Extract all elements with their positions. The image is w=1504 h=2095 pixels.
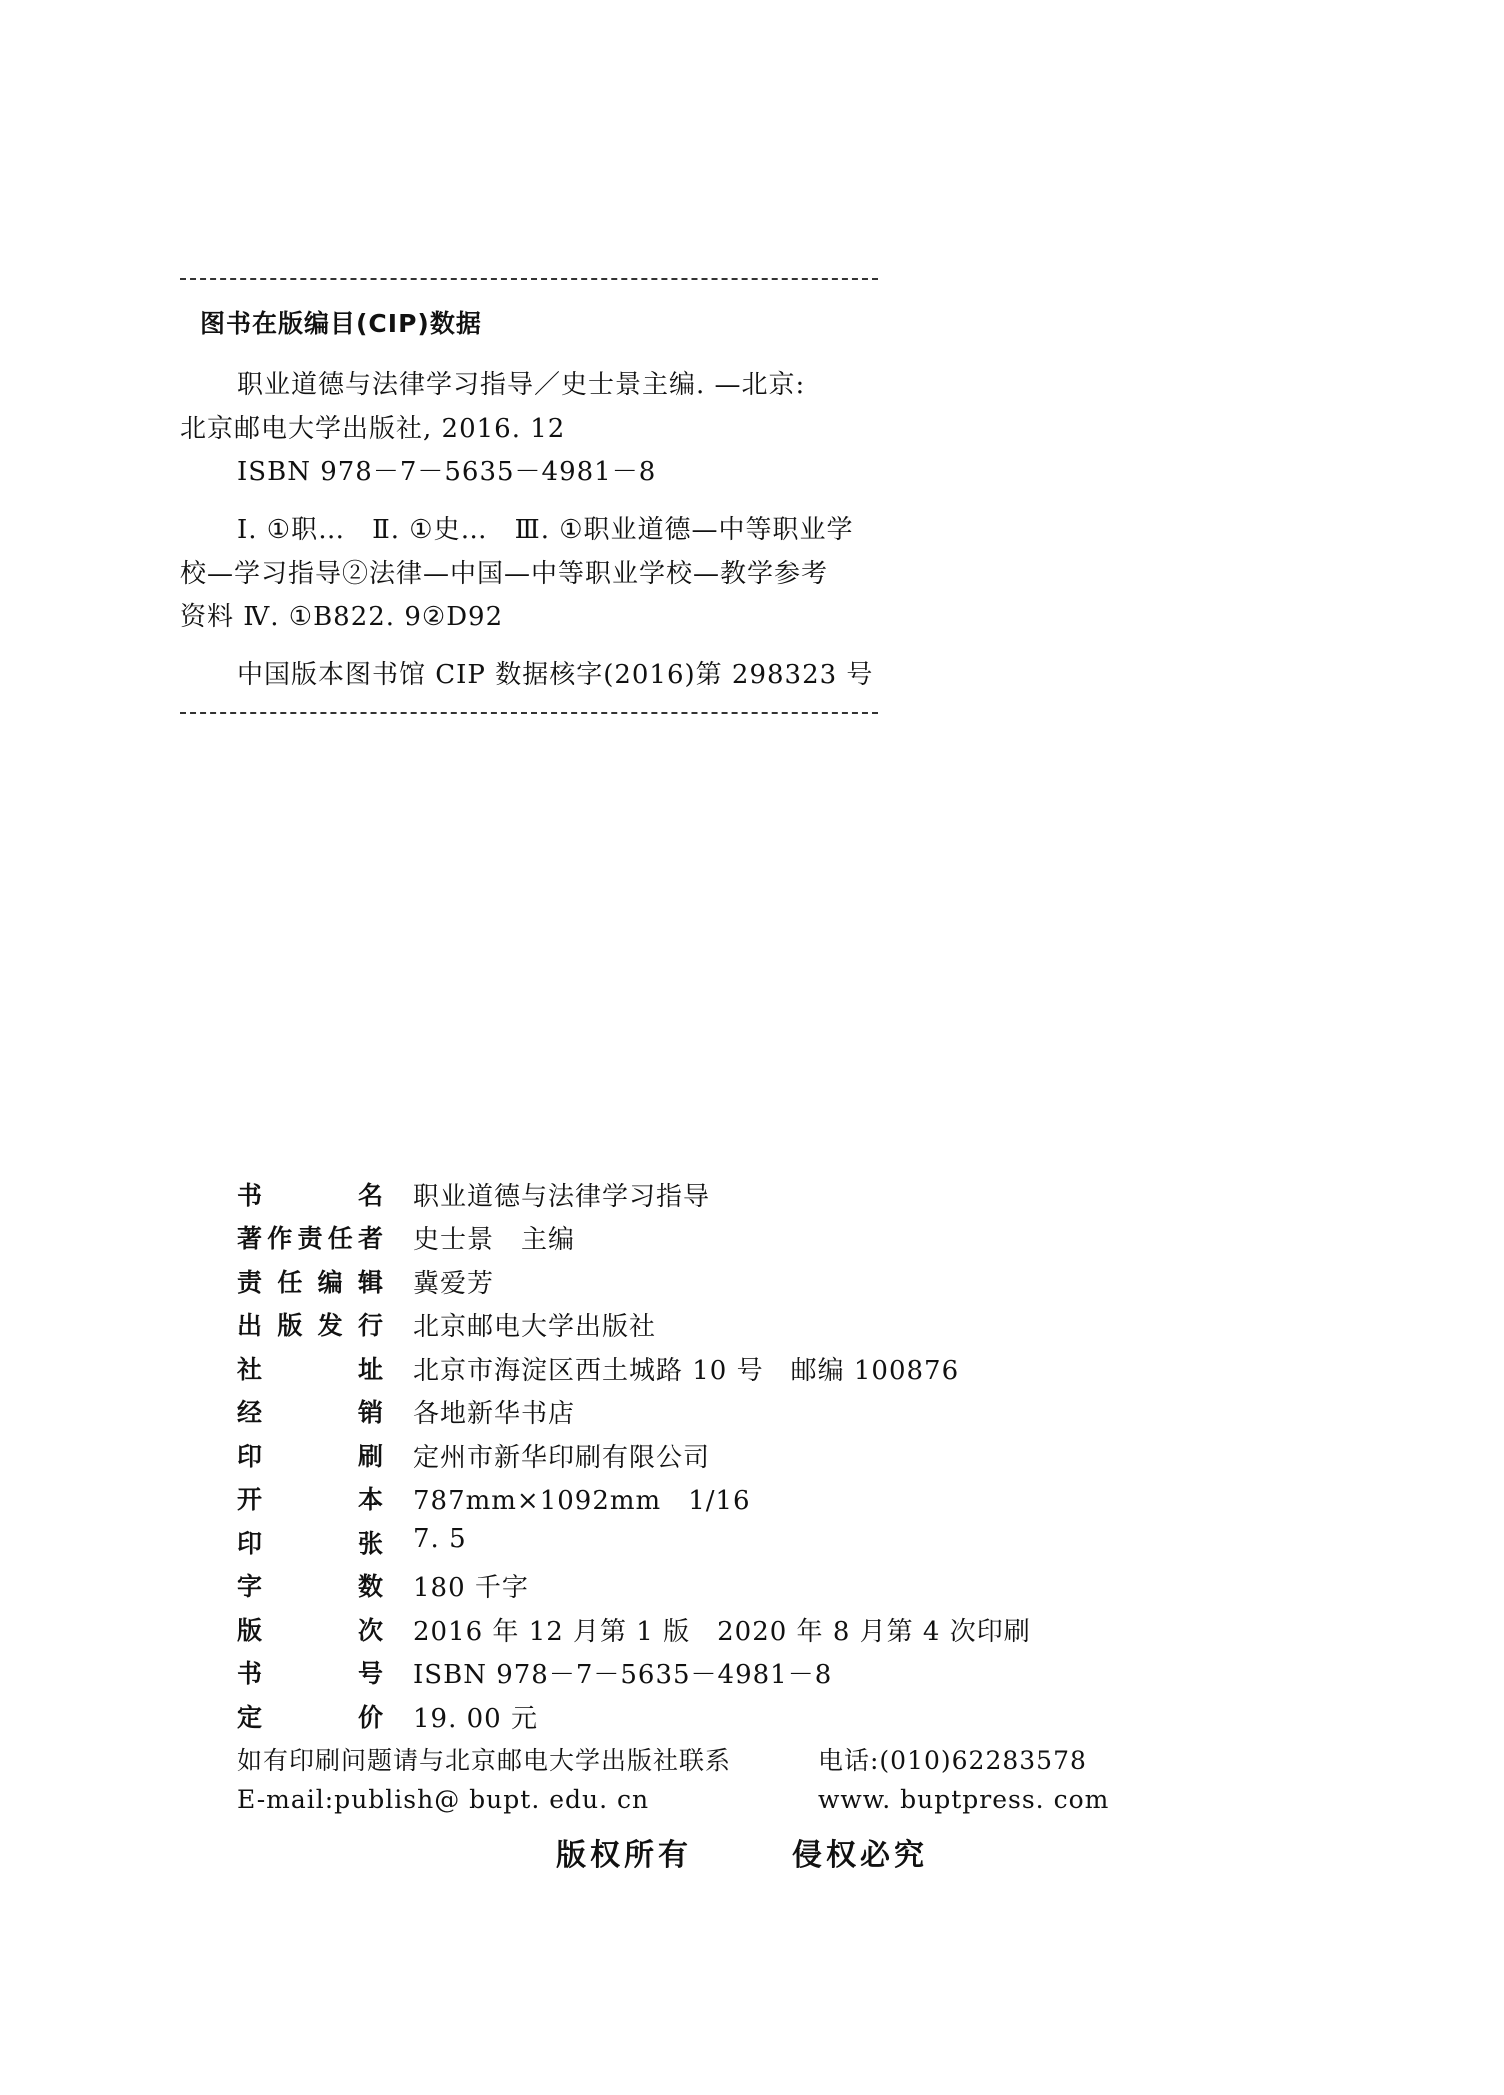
cip-line-isbn: ISBN 978－7－5635－4981－8 — [237, 457, 657, 487]
info-value: 19. 00 元 — [413, 1704, 538, 1734]
cip-bottom-divider — [180, 712, 878, 714]
info-value: 北京市海淀区西土城路 10 号 邮编 100876 — [413, 1356, 960, 1386]
info-label: 书 号 — [237, 1659, 383, 1688]
info-value: 2016 年 12 月第 1 版 2020 年 8 月第 4 次印刷 — [413, 1617, 1031, 1647]
info-value: 180 千字 — [413, 1573, 529, 1603]
info-value: 北京邮电大学出版社 — [413, 1312, 657, 1342]
cip-line-classification-2: 校—学习指导②法律—中国—中等职业学校—教学参考 — [180, 559, 829, 589]
info-label: 书 名 — [237, 1181, 383, 1210]
cip-line-cip-number: 中国版本图书馆 CIP 数据核字(2016)第 298323 号 — [237, 660, 874, 690]
info-label: 版 次 — [237, 1616, 383, 1645]
print-problem-notice: 如有印刷问题请与北京邮电大学出版社联系 — [237, 1746, 732, 1775]
info-label: 印 张 — [237, 1529, 383, 1558]
cip-title: 图书在版编目(CIP)数据 — [200, 309, 482, 338]
cip-top-divider — [180, 278, 878, 280]
info-label: 社 址 — [237, 1355, 383, 1384]
contact-phone: 电话:(010)62283578 — [818, 1746, 1087, 1775]
contact-website: www. buptpress. com — [818, 1785, 1110, 1814]
contact-email: E-mail:publish@ bupt. edu. cn — [237, 1785, 650, 1814]
info-label: 责 任 编 辑 — [237, 1268, 383, 1297]
info-label: 字 数 — [237, 1572, 383, 1601]
cip-line-classification-3: 资料 Ⅳ. ①B822. 9②D92 — [180, 602, 504, 632]
info-label: 开 本 — [237, 1485, 383, 1514]
rights-reserved: 版权所有 — [556, 1838, 692, 1873]
cip-line-classification-1: Ⅰ. ①职… Ⅱ. ①史… Ⅲ. ①职业道德—中等职业学 — [237, 515, 854, 545]
info-value: 各地新华书店 — [413, 1399, 576, 1429]
info-label: 定 价 — [237, 1703, 383, 1732]
info-value: 职业道德与法律学习指导 — [413, 1182, 711, 1212]
info-value: ISBN 978－7－5635－4981－8 — [413, 1660, 833, 1690]
info-value: 史士景 主编 — [413, 1225, 576, 1255]
cip-line-publisher: 北京邮电大学出版社, 2016. 12 — [180, 414, 566, 444]
info-value: 定州市新华印刷有限公司 — [413, 1443, 711, 1473]
info-value: 7. 5 — [413, 1524, 467, 1554]
info-label: 著 作 责 任 者 — [237, 1224, 383, 1253]
infringement-notice: 侵权必究 — [792, 1838, 928, 1873]
info-value: 冀爱芳 — [413, 1269, 495, 1299]
info-label: 经 销 — [237, 1398, 383, 1427]
info-label: 出 版 发 行 — [237, 1311, 383, 1340]
info-label: 印 刷 — [237, 1442, 383, 1471]
cip-line-title-author: 职业道德与法律学习指导／史士景主编. —北京: — [237, 370, 806, 400]
info-value: 787mm×1092mm 1/16 — [413, 1486, 751, 1516]
